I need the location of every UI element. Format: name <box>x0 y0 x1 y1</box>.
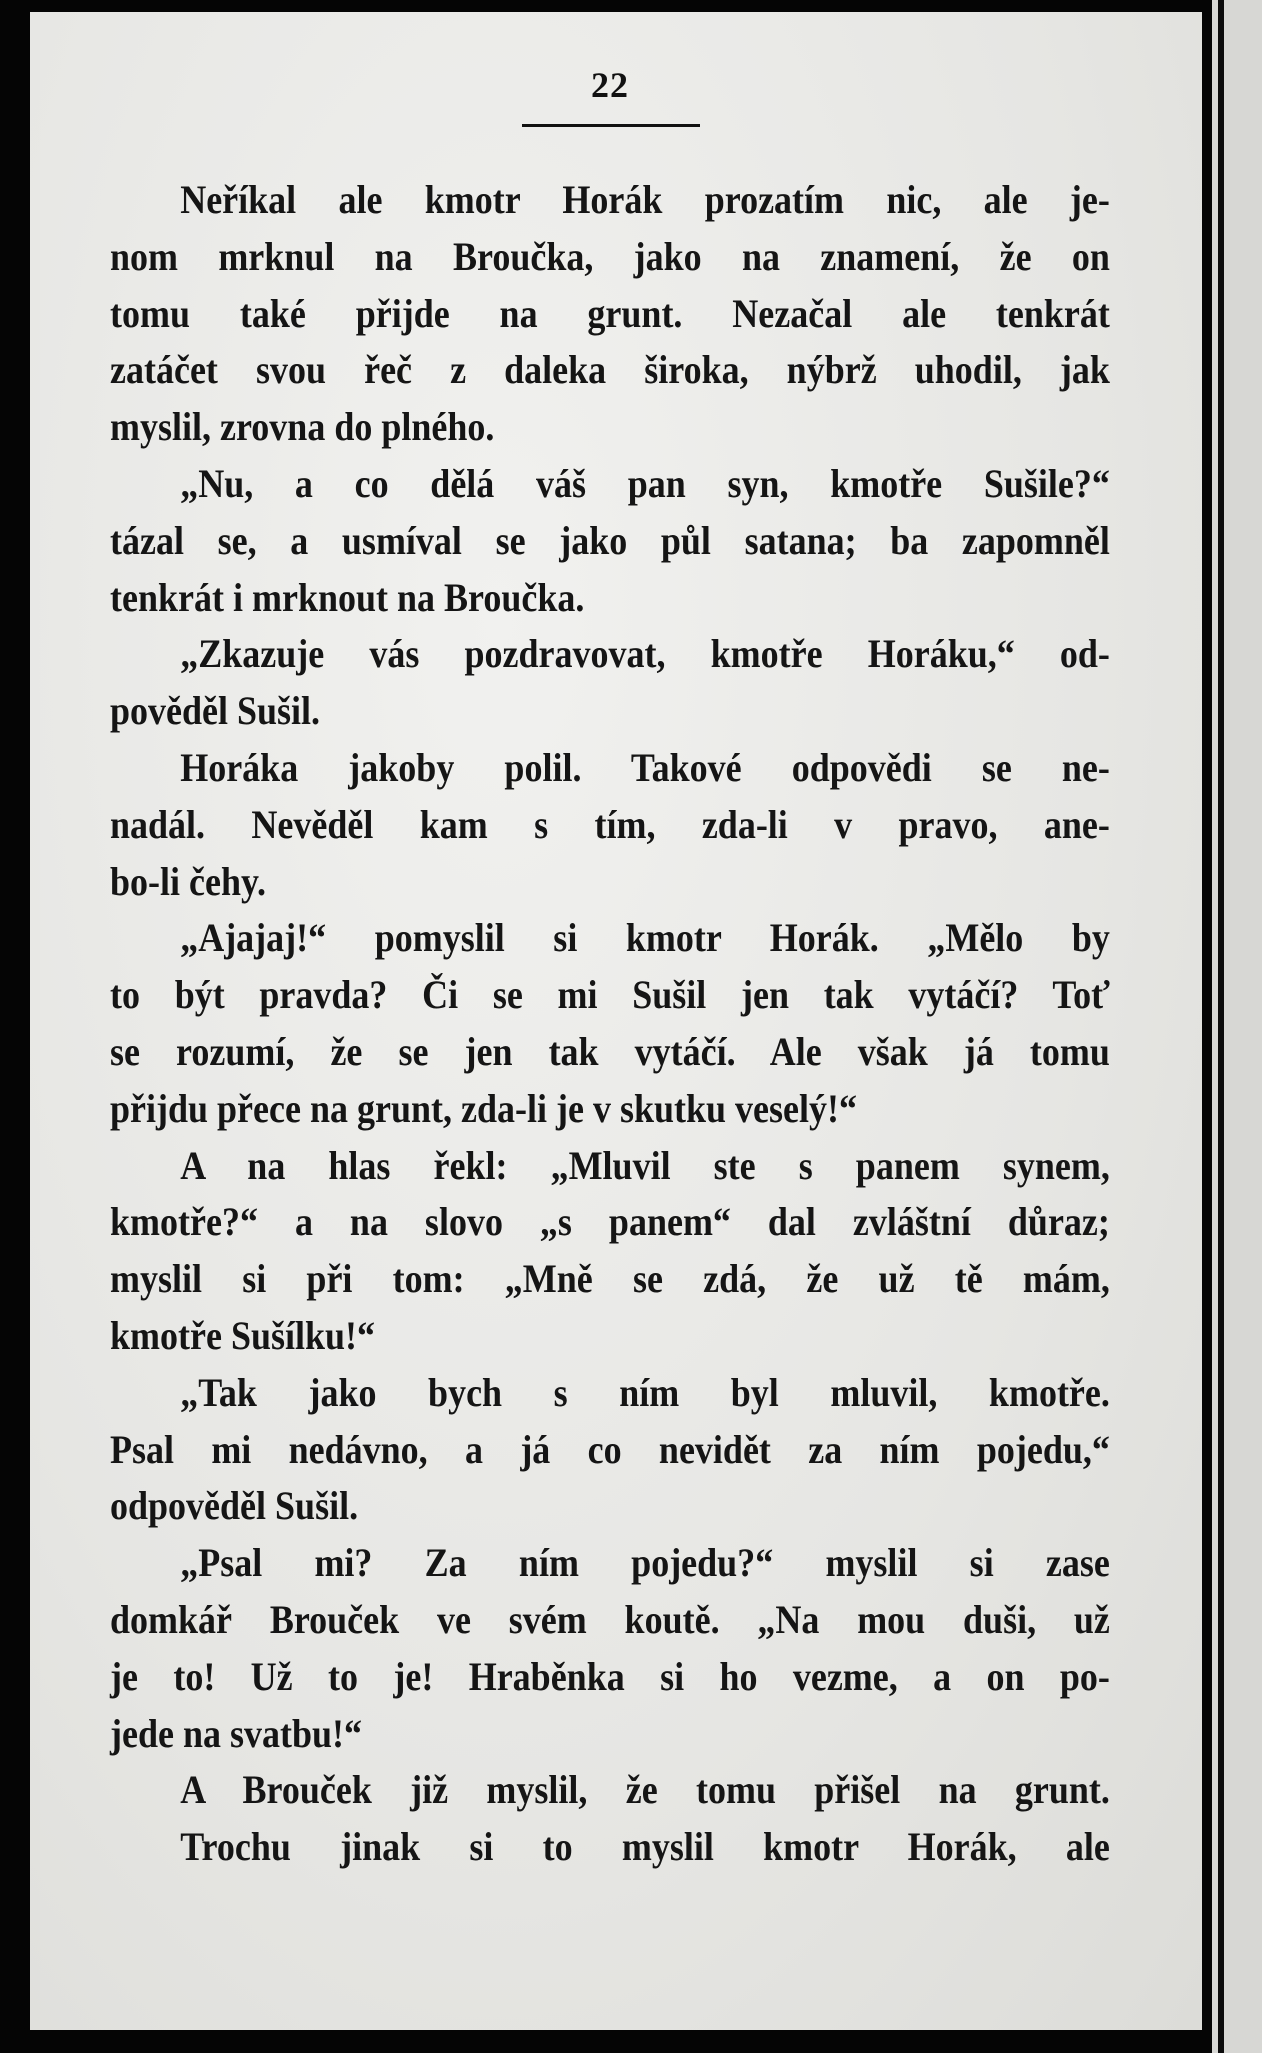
text-line: A na hlas řekl: „Mluvil ste s panem synem, <box>180 1142 1110 1188</box>
text-line: Horáka jakoby polil. Takové odpovědi se ne- <box>180 745 1110 790</box>
text-line: „Psal mi? Za ním pojedu?“ myslil si zase <box>180 1540 1110 1586</box>
text-line: tomu také přijde na grunt. Nezačal ale tenkrát <box>110 290 1110 336</box>
text-line: kmotře Sušílku!“ <box>110 1313 376 1358</box>
text-line: „Zkazuje vás pozdravovat, kmotře Horáku,“ od- <box>180 631 1110 677</box>
page-number: 22 <box>591 65 629 105</box>
text-line: tázal se, a usmíval se jako půl satana; ba zapomněl <box>110 517 1110 563</box>
text-line: Neříkal ale kmotr Horák prozatím nic, ale je- <box>180 177 1110 222</box>
text-line: přijdu přece na grunt, zda-li je v skutku veselý!“ <box>110 1085 857 1131</box>
text-line: bo-li čehy. <box>110 858 267 904</box>
header-rule <box>522 124 700 127</box>
text-line: odpověděl Sušil. <box>110 1483 359 1529</box>
text-line: myslil si při tom: „Mně se zdá, že už tě mám, <box>110 1256 1110 1302</box>
text-line: pověděl Sušil. <box>110 688 321 734</box>
text-line: Psal mi nedávno, a já co nevidět za ním pojedu,“ <box>110 1426 1110 1472</box>
text-line: nadál. Nevěděl kam s tím, zda-li v pravo, ane- <box>110 801 1110 847</box>
text-line: se rozumí, že se jen tak vytáčí. Ale však já tomu <box>110 1029 1110 1074</box>
text-line: zatáčet svou řeč z daleka široka, nýbrž uhodil, jak <box>110 347 1110 393</box>
text-line: nom mrknul na Broučka, jako na znamení, že on <box>110 233 1110 279</box>
text-line: kmotře?“ a na slovo „s panem“ dal zvláštní důraz; <box>110 1199 1110 1245</box>
text-line: „Ajajaj!“ pomyslil si kmotr Horák. „Mělo by <box>180 915 1110 961</box>
text-line: myslil, zrovna do plného. <box>110 404 495 450</box>
text-line: tenkrát i mrknout na Broučka. <box>110 574 585 620</box>
text-line: domkář Brouček ve svém koutě. „Na mou duši, už <box>110 1597 1110 1642</box>
text-line: „Nu, a co dělá váš pan syn, kmotře Sušile?“ <box>180 461 1110 506</box>
text-line: to být pravda? Či se mi Sušil jen tak vytáčí? Toť <box>110 972 1110 1018</box>
text-line: jede na svatbu!“ <box>110 1710 363 1756</box>
page-gutter-shadow <box>1218 0 1224 2053</box>
text-line: A Brouček již myslil, že tomu přišel na grunt. <box>180 1767 1110 1813</box>
text-line: „Tak jako bych s ním byl mluvil, kmotře. <box>180 1369 1110 1415</box>
text-line: je to! Už to je! Hraběnka si ho vezme, a on po- <box>110 1653 1110 1699</box>
text-line: Trochu jinak si to myslil kmotr Horák, ale <box>180 1824 1110 1870</box>
